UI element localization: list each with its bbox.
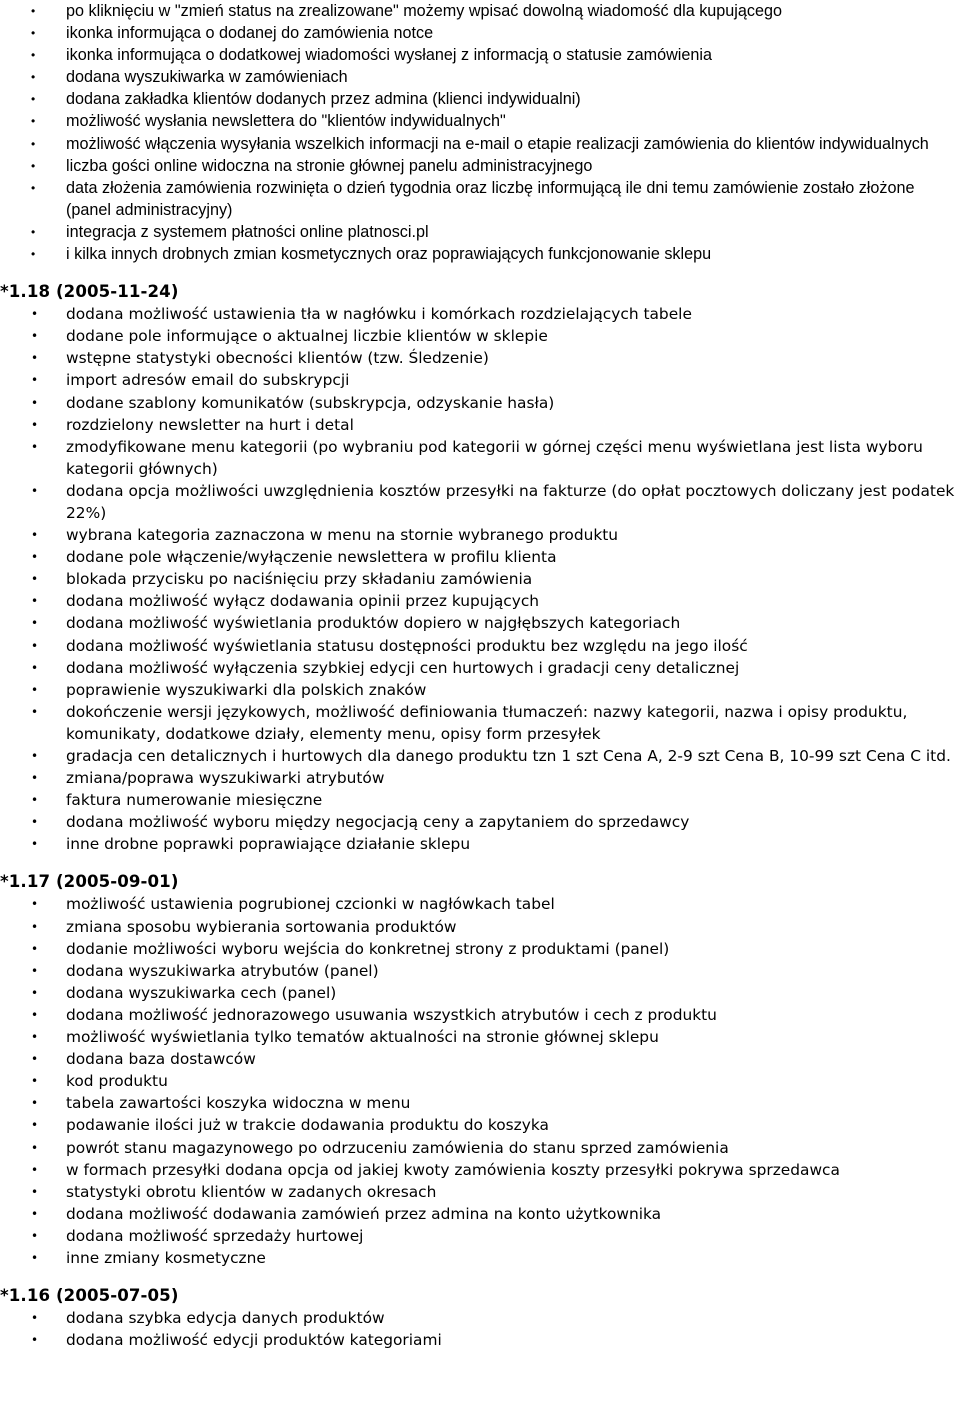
- list-item-text: dodane szablony komunikatów (subskrypcja, odzyskanie hasła): [66, 393, 555, 412]
- bullet-icon: •: [31, 180, 36, 195]
- bullet-icon: •: [31, 417, 39, 432]
- bullet-icon: •: [31, 1007, 39, 1022]
- bullet-icon: •: [31, 660, 39, 675]
- bullet-icon: •: [31, 897, 39, 912]
- list-item: [0, 436, 960, 480]
- list-item: [0, 1181, 960, 1203]
- bullet-icon: •: [31, 815, 39, 830]
- bullet-icon: •: [31, 550, 39, 565]
- bullet-icon: •: [31, 136, 36, 151]
- bullet-icon: •: [31, 941, 39, 956]
- list-item: [0, 916, 960, 938]
- list-item: [0, 392, 960, 414]
- list-item-text: faktura numerowanie miesięczne: [66, 791, 323, 810]
- bullet-icon: •: [31, 1030, 39, 1045]
- bullet-icon: •: [31, 572, 39, 587]
- list-item-text: wstępne statystyki obecności klientów (tzw. Śledzenie): [66, 349, 489, 368]
- bullet-icon: •: [31, 682, 39, 697]
- bullet-icon: •: [31, 1118, 39, 1133]
- list-item: [0, 1159, 960, 1181]
- bullet-icon: •: [31, 307, 39, 322]
- bullet-icon: •: [31, 1184, 39, 1199]
- list-item-text: dodane pole włączenie/wyłączenie newslettera w profilu klienta: [66, 548, 557, 567]
- bullet-icon: •: [31, 483, 39, 498]
- bullet-icon: •: [31, 395, 39, 410]
- bullet-icon: •: [31, 247, 36, 262]
- bullet-icon: •: [31, 92, 36, 107]
- list-item-text: dodana możliwość sprzedaży hurtowej: [66, 1226, 364, 1245]
- bullet-icon: •: [31, 158, 36, 173]
- list-item-text: import adresów email do subskrypcji: [66, 371, 350, 390]
- list-item: [0, 369, 960, 391]
- list-item-text: kod produktu: [66, 1072, 168, 1091]
- bullet-icon: •: [31, 1333, 39, 1348]
- list-item: [0, 22, 960, 44]
- list-item: [0, 1070, 960, 1092]
- list-item: [0, 133, 960, 155]
- list-item: [0, 243, 960, 265]
- version-heading: *1.16 (2005-07-05): [0, 1286, 179, 1306]
- list-item: [0, 938, 960, 960]
- list-item: [0, 1026, 960, 1048]
- bullet-icon: •: [31, 1206, 39, 1221]
- bullet-icon: •: [31, 1074, 39, 1089]
- list-item-text: statystyki obrotu klientów w zadanych okresach: [66, 1182, 437, 1201]
- list-item: [0, 303, 960, 325]
- list-item: [0, 414, 960, 436]
- list-item-text: dodana możliwość wyświetlania produktów dopiero w najgłębszych kategoriach: [66, 614, 681, 633]
- list-item-text: dodana możliwość wyłączenia szybkiej edycji cen hurtowych i gradacji ceny detalicznej: [66, 658, 740, 677]
- list-item-text: gradacja cen detalicznych i hurtowych dla danego produktu tzn 1 szt Cena A, 2-9 szt Cena B, 10-99 szt Cena C itd.: [66, 747, 951, 765]
- list-item-text: integracja z systemem płatności online platnosci.pl: [66, 222, 429, 241]
- list-item-text: inne zmiany kosmetyczne: [66, 1248, 266, 1267]
- list-item: [0, 1048, 960, 1070]
- bullet-icon: •: [31, 638, 39, 653]
- list-item: [0, 1137, 960, 1159]
- list-item-text: ikonka informująca o dodanej do zamówienia notce: [66, 24, 434, 43]
- bullet-icon: •: [31, 616, 39, 631]
- bullet-icon: •: [31, 704, 39, 719]
- list-item: [0, 789, 960, 811]
- list-item: [0, 480, 960, 524]
- bullet-icon: •: [31, 1052, 39, 1067]
- list-item-text: dodana baza dostawców: [66, 1050, 256, 1069]
- list-item: [0, 982, 960, 1004]
- list-item-text: możliwość wyświetlania tylko tematów aktualności na stronie głównej sklepu: [66, 1028, 659, 1047]
- version-section: [0, 871, 960, 1269]
- list-item: [0, 1307, 960, 1329]
- bullet-icon: •: [31, 594, 39, 609]
- list-item-text: podawanie ilości już w trakcie dodawania produktu do koszyka: [66, 1116, 549, 1135]
- bullet-icon: •: [31, 48, 36, 63]
- list-item: [0, 177, 960, 221]
- list-item: [0, 110, 960, 132]
- bullet-icon: •: [31, 351, 39, 366]
- bullet-icon: •: [31, 1311, 39, 1326]
- list-item-text: dodana wyszukiwarka cech (panel): [66, 983, 337, 1002]
- list-item: [0, 1114, 960, 1136]
- list-item-text: możliwość włączenia wysyłania wszelkich informacji na e-mail o etapie realizacji zamówienia do klientów indywidualnych: [66, 134, 929, 153]
- list-item: [0, 657, 960, 679]
- list-item-text: blokada przycisku po naciśnięciu przy składaniu zamówienia: [66, 570, 533, 589]
- list-item-text: dodanie możliwości wyboru wejścia do konkretnej strony z produktami (panel): [66, 939, 670, 958]
- change-list: [0, 303, 960, 855]
- bullet-icon: •: [31, 224, 36, 239]
- list-item: [0, 1247, 960, 1269]
- version-heading: *1.17 (2005-09-01): [0, 872, 179, 892]
- list-item-text: dodana możliwość wyboru między negocjacją ceny a zapytaniem do sprzedawcy: [66, 813, 690, 832]
- bullet-icon: •: [31, 771, 39, 786]
- bullet-icon: •: [31, 528, 39, 543]
- bullet-icon: •: [31, 1250, 39, 1265]
- list-item: [0, 612, 960, 634]
- list-item-text: w formach przesyłki dodana opcja od jakiej kwoty zamówienia koszty przesyłki pokrywa sprzedawca: [66, 1160, 840, 1179]
- list-item: [0, 88, 960, 110]
- list-item: [0, 1225, 960, 1247]
- bullet-icon: •: [31, 1162, 39, 1177]
- list-item: [0, 1092, 960, 1114]
- bullet-icon: •: [31, 749, 39, 763]
- bullet-icon: •: [31, 373, 39, 388]
- bullet-icon: •: [31, 114, 36, 129]
- list-item: [0, 745, 960, 767]
- list-item: [0, 767, 960, 789]
- list-item-text: ikonka informująca o dodatkowej wiadomości wysłanej z informacją o statusie zamówienia: [66, 46, 713, 65]
- list-item: [0, 1329, 960, 1351]
- list-item-text: wybrana kategoria zaznaczona w menu na stornie wybranego produktu: [66, 526, 619, 545]
- list-item-text: dodana wyszukiwarka w zamówieniach: [66, 68, 348, 87]
- list-item: [0, 0, 960, 22]
- bullet-icon: •: [31, 26, 36, 41]
- list-item: [0, 325, 960, 347]
- list-item-text: poprawienie wyszukiwarki dla polskich znaków: [66, 680, 427, 699]
- list-item-text: dodane pole informujące o aktualnej liczbie klientów w sklepie: [66, 327, 548, 346]
- list-item-text: po kliknięciu w "zmień status na zrealizowane" możemy wpisać dowolną wiadomość dla kupującego: [66, 2, 782, 20]
- list-item: [0, 1004, 960, 1026]
- list-item: [0, 960, 960, 982]
- version-heading: *1.18 (2005-11-24): [0, 282, 179, 302]
- list-item-text: dodana możliwość dodawania zamówień przez admina na konto użytkownika: [66, 1204, 662, 1223]
- list-item-text: rozdzielony newsletter na hurt i detal: [66, 415, 354, 434]
- list-item: [0, 590, 960, 612]
- list-item-text: możliwość wysłania newslettera do "klientów indywidualnych": [66, 112, 506, 131]
- change-list: [0, 1307, 960, 1351]
- section-spacer: [0, 1269, 960, 1285]
- list-item-text: dodana możliwość ustawienia tła w nagłówku i komórkach rozdzielających tabele: [66, 305, 692, 324]
- section-spacer: [0, 855, 960, 871]
- list-item-text: i kilka innych drobnych zmian kosmetycznych oraz poprawiających funkcjonowanie sklepu: [66, 245, 712, 264]
- bullet-icon: •: [31, 439, 39, 454]
- list-item: [0, 347, 960, 369]
- list-item-text: data złożenia zamówienia rozwinięta o dzień tygodnia oraz liczbę informującą ile dni temu zamówienie zostało złożone (panel administracyjny): [66, 178, 915, 219]
- list-item-text: dokończenie wersji językowych, możliwość definiowania tłumaczeń: nazwy kategorii, nazwa i opisy produktu, komunikaty, dodatkowe działy, elementy menu, opisy form przesyłek: [66, 702, 908, 743]
- list-item: [0, 155, 960, 177]
- version-section: [0, 281, 960, 855]
- list-item-text: dodana opcja możliwości uwzględnienia kosztów przesyłki na fakturze (do opłat pocztowych doliczany jest podatek 22%): [66, 481, 955, 522]
- list-item-text: tabela zawartości koszyka widoczna w menu: [66, 1094, 411, 1113]
- list-item: [0, 635, 960, 657]
- list-item-text: dodana szybka edycja danych produktów: [66, 1309, 385, 1328]
- bullet-icon: •: [31, 837, 39, 852]
- bullet-icon: •: [31, 329, 39, 344]
- list-item-text: dodana możliwość jednorazowego usuwania wszystkich atrybutów i cech z produktu: [66, 1005, 717, 1024]
- bullet-icon: •: [31, 963, 39, 978]
- section-spacer: [0, 265, 960, 281]
- list-item: [0, 679, 960, 701]
- bullet-icon: •: [31, 1096, 39, 1111]
- bullet-icon: •: [31, 985, 39, 1000]
- list-item: [0, 893, 960, 915]
- version-sections: [0, 265, 960, 1351]
- list-item: [0, 66, 960, 88]
- list-item: [0, 701, 960, 745]
- list-item: [0, 1203, 960, 1225]
- bullet-icon: •: [31, 919, 39, 934]
- list-item: [0, 221, 960, 243]
- list-item: [0, 568, 960, 590]
- list-item-text: dodana możliwość wyświetlania statusu dostępności produktu bez względu na jego ilość: [66, 636, 748, 655]
- bullet-icon: •: [31, 1228, 39, 1243]
- change-list: [0, 893, 960, 1269]
- list-item-text: dodana wyszukiwarka atrybutów (panel): [66, 961, 379, 980]
- version-section: [0, 1285, 960, 1351]
- list-item-text: liczba gości online widoczna na stronie głównej panelu administracyjnego: [66, 156, 593, 175]
- bullet-icon: •: [31, 4, 36, 18]
- bullet-icon: •: [31, 793, 39, 808]
- list-item-text: możliwość ustawienia pogrubionej czcionki w nagłówkach tabel: [66, 895, 555, 914]
- list-item-text: dodana możliwość wyłącz dodawania opinii przez kupujących: [66, 592, 540, 611]
- bullet-icon: •: [31, 1140, 39, 1155]
- intro-list: [0, 0, 960, 265]
- bullet-icon: •: [31, 70, 36, 85]
- list-item-text: zmiana sposobu wybierania sortowania produktów: [66, 917, 457, 936]
- list-item-text: zmiana/poprawa wyszukiwarki atrybutów: [66, 769, 385, 788]
- list-item-text: dodana możliwość edycji produktów kategoriami: [66, 1331, 442, 1350]
- list-item-text: zmodyfikowane menu kategorii (po wybraniu pod kategorii w górnej części menu wyświetlana jest lista wyboru kategorii głównych): [66, 437, 923, 478]
- list-item: [0, 546, 960, 568]
- list-item: [0, 524, 960, 546]
- list-item-text: powrót stanu magazynowego po odrzuceniu zamówienia do stanu sprzed zamówienia: [66, 1138, 729, 1157]
- list-item-text: dodana zakładka klientów dodanych przez admina (klienci indywidualni): [66, 90, 581, 109]
- list-item: [0, 833, 960, 855]
- list-item-text: inne drobne poprawki poprawiające działanie sklepu: [66, 835, 471, 854]
- list-item: [0, 811, 960, 833]
- list-item: [0, 44, 960, 66]
